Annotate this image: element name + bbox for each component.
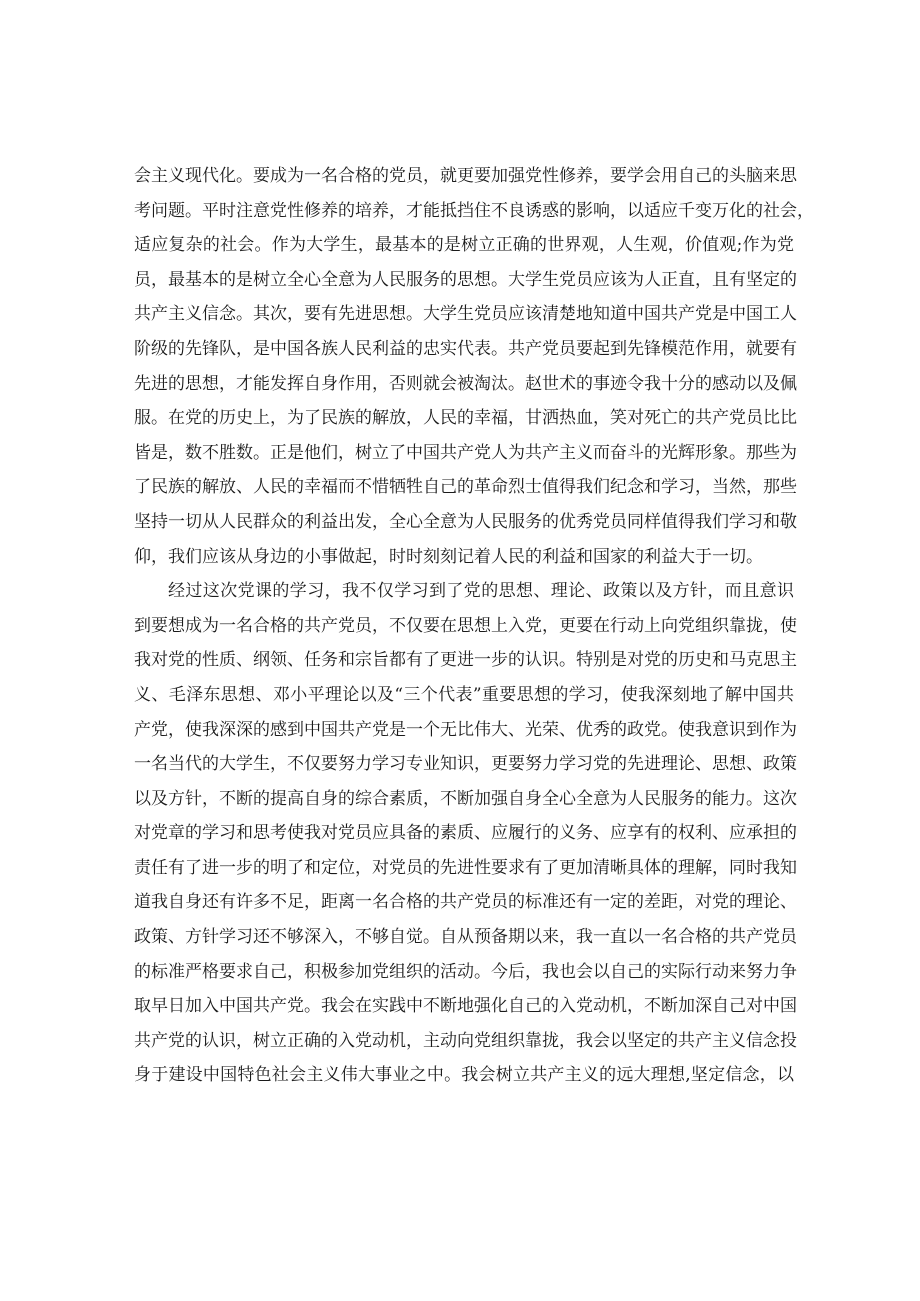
text-line: 身于建设中国特色社会主义伟大事业之中。我会树立共产主义的远大理想,坚定信念，以 [134, 1065, 794, 1086]
text-line: 取早日加入中国共产党。我会在实践中不断地强化自己的入党动机，不断加深自己对中国 [134, 996, 797, 1017]
text-line: 共产主义信念。其次，要有先进思想。大学生党员应该清楚地知道中国共产党是中国工人 [134, 304, 797, 325]
text-line: 对党章的学习和思考使我对党员应具备的素质、应履行的义务、应享有的权利、应承担的 [134, 823, 797, 844]
text-line: 服。在党的历史上，为了民族的解放，人民的幸福，甘洒热血，笑对死亡的共产党员比比 [134, 408, 797, 429]
text-line: 道我自身还有许多不足，距离一名合格的共产党员的标准还有一定的差距，对党的理论、 [134, 892, 797, 913]
text-line: 共产党的认识，树立正确的入党动机，主动向党组织靠拢，我会以坚定的共产主义信念投 [134, 1030, 797, 1051]
text-line: 适应复杂的社会。作为大学生，最基本的是树立正确的世界观，人生观，价值观;作为党 [134, 235, 794, 256]
text-line: 先进的思想，才能发挥自身作用，否则就会被淘汰。赵世术的事迹令我十分的感动以及佩 [134, 373, 797, 394]
text-line: 义、毛泽东思想、邓小平理论以及“三个代表”重要思想的学习，使我深刻地了解中国共 [134, 684, 794, 705]
text-line: 到要想成为一名合格的共产党员，不仅要在思想上入党，更要在行动上向党组织靠拢，使 [134, 615, 797, 636]
text-line: 一名当代的大学生，不仅要努力学习专业知识，更要努力学习党的先进理论、思想、政策 [134, 754, 797, 775]
text-line: 我对党的性质、纲领、任务和宗旨都有了更进一步的认识。特别是对党的历史和马克思主 [134, 650, 797, 671]
body-text [134, 159, 814, 1093]
paragraph-2 [134, 574, 797, 1093]
text-line: 会主义现代化。要成为一名合格的党员，就更要加强党性修养，要学会用自己的头脑来思 [134, 166, 797, 186]
text-line: 产党，使我深深的感到中国共产党是一个无比伟大、光荣、优秀的政党。使我意识到作为 [134, 719, 797, 740]
text-line: 考问题。平时注意党性修养的培养，才能抵挡住不良诱惑的影响，以适应千变万化的社会， [134, 200, 814, 221]
text-line: 员，最基本的是树立全心全意为人民服务的思想。大学生党员应该为人正直，且有坚定的 [134, 269, 797, 290]
text-line: 了民族的解放、人民的幸福而不惜牺牲自己的革命烈士值得我们纪念和学习，当然，那些 [134, 477, 797, 498]
text-line: 责任有了进一步的明了和定位，对党员的先进性要求有了更加清晰具体的理解，同时我知 [134, 857, 797, 878]
text-line: 阶级的先锋队，是中国各族人民利益的忠实代表。共产党员要起到先锋模范作用，就要有 [134, 338, 797, 359]
text-line: 以及方针，不断的提高自身的综合素质，不断加强自身全心全意为人民服务的能力。这次 [134, 788, 797, 809]
text-line: 皆是，数不胜数。正是他们，树立了中国共产党人为共产主义而奋斗的光辉形象。那些为 [134, 442, 797, 463]
text-line: 仰，我们应该从身边的小事做起，时时刻刻记着人民的利益和国家的利益大于一切。 [134, 546, 763, 567]
text-line: 政策、方针学习还不够深入，不够自觉。自从预备期以来，我一直以一名合格的共产党员 [134, 927, 797, 948]
text-line: 坚持一切从人民群众的利益出发，全心全意为人民服务的优秀党员同样值得我们学习和敬 [134, 511, 797, 532]
text-line: 的标准严格要求自己，积极参加党组织的活动。今后，我也会以自己的实际行动来努力争 [134, 961, 797, 982]
text-line: 经过这次党课的学习，我不仅学习到了党的思想、理论、政策以及方针，而且意识 [168, 581, 794, 602]
paragraph-1 [134, 159, 814, 574]
